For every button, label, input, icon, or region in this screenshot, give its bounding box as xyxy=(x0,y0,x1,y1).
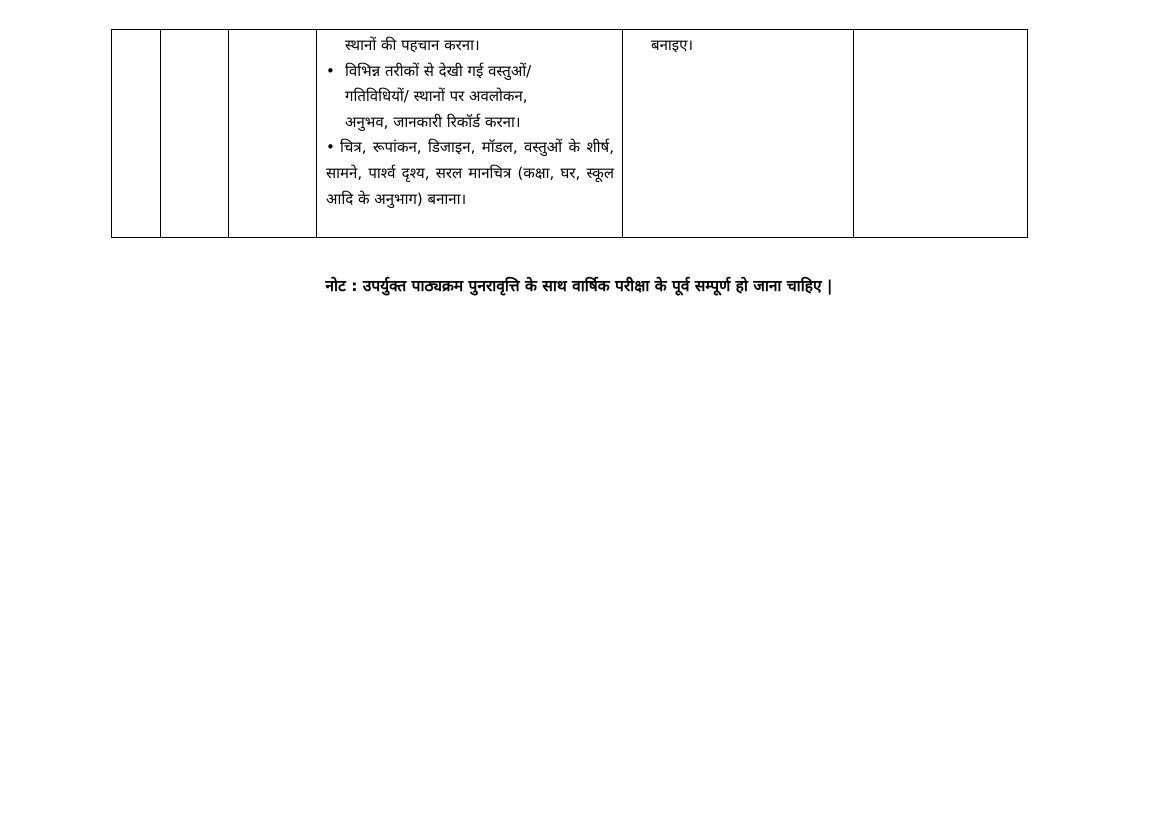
list-item-line: विभिन्न तरीकों से देखी गई वस्तुओं/ xyxy=(345,61,532,80)
activity-text: बनाइए। xyxy=(651,36,694,54)
list-item-line: अनुभव, जानकारी रिकॉर्ड करना। xyxy=(345,112,521,131)
table-cell-learning-outcomes xyxy=(317,30,623,238)
table-row xyxy=(112,30,1028,238)
table-cell-2 xyxy=(161,30,229,238)
list-item xyxy=(326,135,614,212)
table-cell-3 xyxy=(229,30,317,238)
bullet-icon: • xyxy=(326,61,335,80)
bullet-icon: • xyxy=(326,138,335,157)
table-cell-activities xyxy=(623,30,854,238)
list-item-line: गतिविधियों/ स्थानों पर अवलोकन, xyxy=(345,87,528,106)
note-text: नोट : उपर्युक्त पाठ्यक्रम पुनरावृत्ति के साथ वार्षिक परीक्षा के पूर्व सम्पूर्ण हो जाना चाहिए | xyxy=(325,277,833,295)
list-item-text: चित्र, रूपांकन, डिजाइन, मॉडल, वस्तुओं के शीर्ष, सामने, पार्श्व दृश्य, सरल मानचित्र (कक्षा, घर, स्कूल आदि के अनुभाग) बनाना। xyxy=(326,138,614,208)
list-item xyxy=(326,59,614,136)
syllabus-table xyxy=(111,29,1028,238)
continued-line-text: स्थानों की पहचान करना। xyxy=(345,36,480,54)
table-cell-1 xyxy=(112,30,161,238)
continued-line xyxy=(326,33,614,59)
table-cell-6 xyxy=(854,30,1028,238)
